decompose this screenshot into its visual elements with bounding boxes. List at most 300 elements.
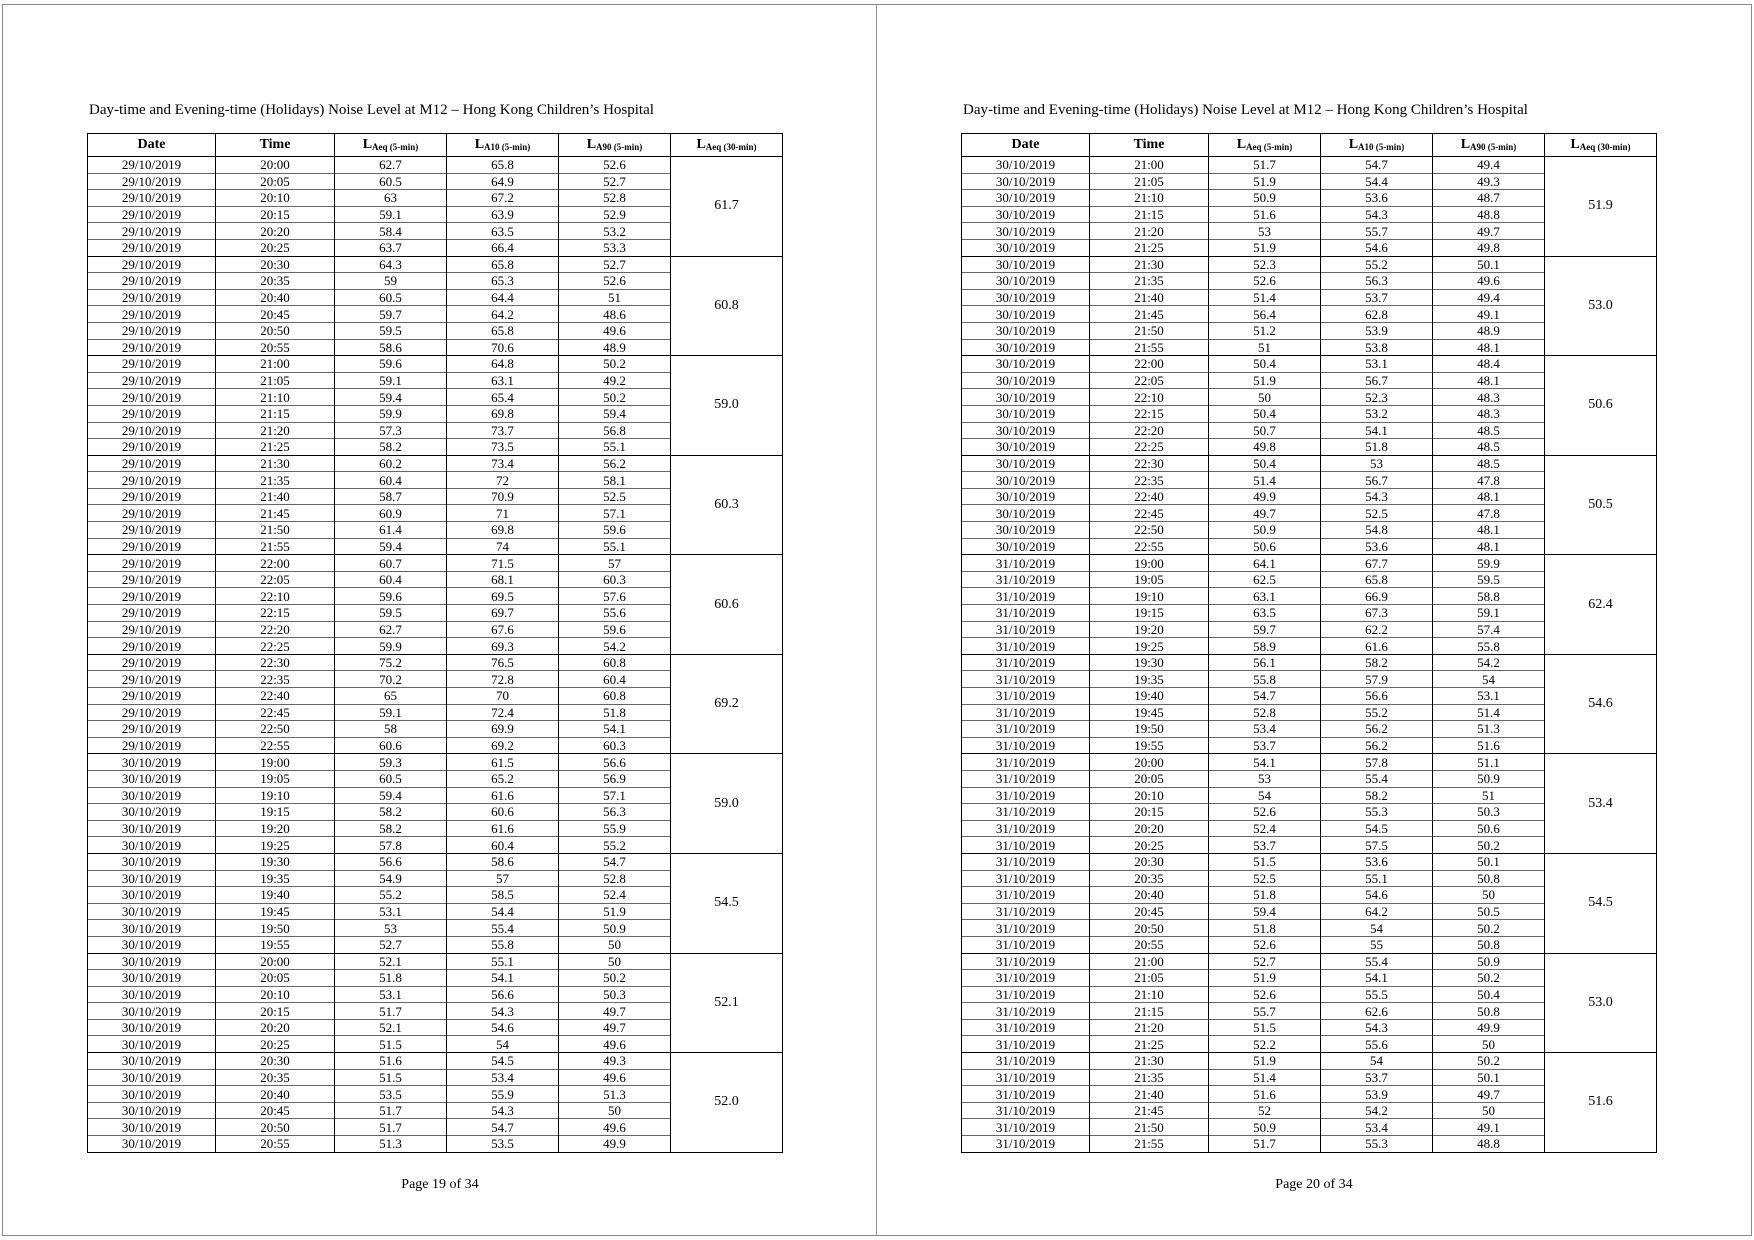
cell-la10-5min: 73.4 (447, 455, 559, 472)
cell-date: 31/10/2019 (962, 754, 1090, 771)
cell-time: 21:10 (216, 389, 335, 406)
cell-la90-5min: 58.8 (1433, 588, 1545, 605)
cell-la90-5min: 48.9 (559, 339, 671, 356)
cell-time: 20:55 (1090, 936, 1209, 953)
cell-date: 29/10/2019 (88, 555, 216, 572)
cell-time: 20:20 (216, 1019, 335, 1036)
cell-la90-5min: 48.7 (1433, 190, 1545, 207)
cell-time: 20:45 (216, 306, 335, 323)
cell-date: 31/10/2019 (962, 737, 1090, 754)
cell-la90-5min: 49.4 (1433, 289, 1545, 306)
cell-date: 29/10/2019 (88, 472, 216, 489)
cell-date: 29/10/2019 (88, 405, 216, 422)
table-row (88, 1053, 783, 1070)
cell-la90-5min: 51.6 (1433, 737, 1545, 754)
cell-la10-5min: 76.5 (447, 654, 559, 671)
cell-la10-5min: 53.7 (1321, 289, 1433, 306)
cell-laeq-5min: 58.9 (1209, 638, 1321, 655)
cell-date: 29/10/2019 (88, 306, 216, 323)
cell-la90-5min: 50.1 (1433, 1069, 1545, 1086)
cell-la10-5min: 56.2 (1321, 721, 1433, 738)
cell-la10-5min: 55.7 (1321, 223, 1433, 240)
cell-laeq-5min: 51.4 (1209, 472, 1321, 489)
cell-date: 29/10/2019 (88, 322, 216, 339)
cell-time: 21:05 (216, 372, 335, 389)
cell-date: 30/10/2019 (962, 173, 1090, 190)
page-number: Page 20 of 34 (1275, 1177, 1353, 1192)
cell-la90-5min: 54.2 (559, 638, 671, 655)
table-body (962, 157, 1657, 1153)
cell-date: 29/10/2019 (88, 339, 216, 356)
cell-la90-5min: 55.1 (559, 538, 671, 555)
cell-date: 31/10/2019 (962, 770, 1090, 787)
cell-date: 29/10/2019 (88, 422, 216, 439)
header-laeq-30min (1545, 134, 1657, 157)
cell-laeq-5min: 59.6 (335, 356, 447, 373)
cell-laeq-5min: 64.1 (1209, 555, 1321, 572)
cell-laeq-5min: 50.9 (1209, 190, 1321, 207)
cell-date: 30/10/2019 (962, 190, 1090, 207)
cell-la90-5min: 50.8 (1433, 870, 1545, 887)
cell-laeq-30min: 54.5 (1545, 853, 1657, 953)
cell-time: 21:45 (1090, 1102, 1209, 1119)
cell-la10-5min: 55.1 (1321, 870, 1433, 887)
cell-la90-5min: 56.6 (559, 754, 671, 771)
cell-date: 31/10/2019 (962, 1019, 1090, 1036)
cell-la90-5min: 49.7 (1433, 1086, 1545, 1103)
cell-la90-5min: 49.3 (559, 1053, 671, 1070)
cell-time: 22:25 (216, 638, 335, 655)
cell-laeq-5min: 63.1 (1209, 588, 1321, 605)
cell-la90-5min: 48.9 (1433, 322, 1545, 339)
cell-la90-5min: 56.8 (559, 422, 671, 439)
cell-la10-5min: 67.3 (1321, 605, 1433, 622)
cell-date: 30/10/2019 (88, 970, 216, 987)
table-row (88, 555, 783, 572)
cell-time: 20:35 (216, 1069, 335, 1086)
cell-la90-5min: 57.4 (1433, 621, 1545, 638)
cell-time: 22:15 (1090, 405, 1209, 422)
cell-date: 30/10/2019 (962, 488, 1090, 505)
cell-date: 30/10/2019 (962, 472, 1090, 489)
cell-time: 21:50 (216, 522, 335, 539)
cell-date: 30/10/2019 (962, 157, 1090, 174)
cell-la10-5min: 64.9 (447, 173, 559, 190)
cell-la90-5min: 50.8 (1433, 936, 1545, 953)
cell-time: 20:55 (216, 1136, 335, 1153)
cell-time: 19:45 (1090, 704, 1209, 721)
cell-la90-5min: 49.7 (1433, 223, 1545, 240)
cell-laeq-5min: 50.4 (1209, 405, 1321, 422)
cell-la10-5min: 69.8 (447, 405, 559, 422)
cell-laeq-5min: 59.5 (335, 322, 447, 339)
cell-date: 31/10/2019 (962, 820, 1090, 837)
cell-la10-5min: 55.4 (447, 920, 559, 937)
cell-date: 30/10/2019 (88, 1136, 216, 1153)
cell-time: 20:35 (216, 273, 335, 290)
cell-time: 21:15 (1090, 1003, 1209, 1020)
cell-la90-5min: 50 (559, 1102, 671, 1119)
cell-la10-5min: 67.2 (447, 190, 559, 207)
cell-laeq-5min: 60.2 (335, 455, 447, 472)
cell-laeq-5min: 63.5 (1209, 605, 1321, 622)
cell-la10-5min: 71 (447, 505, 559, 522)
cell-laeq-5min: 59.9 (335, 405, 447, 422)
cell-la10-5min: 67.6 (447, 621, 559, 638)
cell-date: 30/10/2019 (88, 787, 216, 804)
cell-laeq-5min: 53.4 (1209, 721, 1321, 738)
cell-date: 30/10/2019 (962, 455, 1090, 472)
cell-la10-5min: 54.3 (447, 1003, 559, 1020)
cell-la10-5min: 65.3 (447, 273, 559, 290)
cell-la10-5min: 60.6 (447, 804, 559, 821)
cell-laeq-5min: 51.5 (1209, 1019, 1321, 1036)
cell-time: 22:20 (1090, 422, 1209, 439)
cell-date: 29/10/2019 (88, 721, 216, 738)
cell-la10-5min: 63.1 (447, 372, 559, 389)
cell-la90-5min: 50.9 (1433, 770, 1545, 787)
table-row (88, 256, 783, 273)
cell-laeq-5min: 58.2 (335, 820, 447, 837)
cell-laeq-5min: 51.5 (335, 1036, 447, 1053)
cell-date: 29/10/2019 (88, 638, 216, 655)
cell-la90-5min: 59.5 (1433, 571, 1545, 588)
header-sub: Aeq (30-min) (705, 142, 757, 152)
table-row (962, 555, 1657, 572)
cell-la10-5min: 54.3 (1321, 206, 1433, 223)
cell-time: 21:25 (1090, 239, 1209, 256)
cell-date: 29/10/2019 (88, 289, 216, 306)
cell-la90-5min: 54.2 (1433, 654, 1545, 671)
cell-la90-5min: 50.2 (1433, 920, 1545, 937)
cell-la10-5min: 54.8 (1321, 522, 1433, 539)
table-row (962, 356, 1657, 373)
cell-laeq-30min: 60.6 (671, 555, 783, 655)
cell-la10-5min: 55.2 (1321, 704, 1433, 721)
header-time: Time (1090, 134, 1209, 157)
cell-la90-5min: 50 (559, 936, 671, 953)
cell-la10-5min: 53.8 (1321, 339, 1433, 356)
cell-la90-5min: 50.2 (1433, 970, 1545, 987)
cell-laeq-30min: 59.0 (671, 356, 783, 456)
cell-date: 30/10/2019 (962, 273, 1090, 290)
page-20 (876, 4, 1752, 1236)
cell-date: 30/10/2019 (88, 754, 216, 771)
cell-date: 30/10/2019 (88, 1003, 216, 1020)
cell-la10-5min: 54.7 (1321, 157, 1433, 174)
cell-time: 22:45 (216, 704, 335, 721)
cell-laeq-30min: 53.4 (1545, 754, 1657, 854)
cell-date: 29/10/2019 (88, 256, 216, 273)
cell-la10-5min: 72 (447, 472, 559, 489)
cell-la10-5min: 71.5 (447, 555, 559, 572)
cell-laeq-5min: 59.7 (1209, 621, 1321, 638)
header-main: L (1460, 137, 1471, 152)
cell-time: 19:50 (216, 920, 335, 937)
cell-la10-5min: 54.2 (1321, 1102, 1433, 1119)
cell-la10-5min: 53.6 (1321, 190, 1433, 207)
cell-la10-5min: 62.8 (1321, 306, 1433, 323)
cell-time: 19:55 (216, 936, 335, 953)
cell-laeq-30min: 54.6 (1545, 654, 1657, 754)
header-sub: Aeq (5-min) (372, 142, 419, 152)
cell-date: 29/10/2019 (88, 157, 216, 174)
cell-date: 30/10/2019 (88, 1119, 216, 1136)
cell-la90-5min: 53.2 (559, 223, 671, 240)
cell-la90-5min: 60.8 (559, 654, 671, 671)
cell-laeq-30min: 61.7 (671, 157, 783, 257)
cell-la10-5min: 54.6 (1321, 239, 1433, 256)
header-main: L (474, 137, 485, 152)
cell-la10-5min: 57.8 (1321, 754, 1433, 771)
cell-la90-5min: 50 (1433, 1102, 1545, 1119)
cell-time: 21:00 (1090, 157, 1209, 174)
cell-laeq-5min: 52.1 (335, 1019, 447, 1036)
cell-la10-5min: 54.6 (1321, 887, 1433, 904)
cell-time: 21:30 (216, 455, 335, 472)
cell-date: 31/10/2019 (962, 787, 1090, 804)
table-row (962, 455, 1657, 472)
cell-date: 30/10/2019 (88, 820, 216, 837)
cell-laeq-5min: 62.7 (335, 621, 447, 638)
cell-time: 20:50 (1090, 920, 1209, 937)
cell-date: 29/10/2019 (88, 239, 216, 256)
cell-time: 21:10 (1090, 190, 1209, 207)
cell-laeq-30min: 52.1 (671, 953, 783, 1053)
cell-date: 31/10/2019 (962, 654, 1090, 671)
table-row (88, 654, 783, 671)
cell-time: 20:00 (216, 953, 335, 970)
cell-laeq-5min: 61.4 (335, 522, 447, 539)
cell-time: 20:25 (1090, 837, 1209, 854)
cell-laeq-5min: 59.6 (335, 588, 447, 605)
cell-laeq-5min: 59.7 (335, 306, 447, 323)
cell-time: 22:10 (1090, 389, 1209, 406)
cell-la10-5min: 56.2 (1321, 737, 1433, 754)
cell-la90-5min: 48.1 (1433, 488, 1545, 505)
cell-laeq-5min: 59.1 (335, 704, 447, 721)
cell-la10-5min: 58.6 (447, 853, 559, 870)
cell-date: 30/10/2019 (962, 306, 1090, 323)
cell-date: 30/10/2019 (88, 1086, 216, 1103)
cell-laeq-5min: 60.9 (335, 505, 447, 522)
cell-laeq-5min: 52.8 (1209, 704, 1321, 721)
cell-laeq-5min: 51.7 (335, 1119, 447, 1136)
cell-la10-5min: 69.9 (447, 721, 559, 738)
cell-laeq-5min: 70.2 (335, 671, 447, 688)
cell-date: 31/10/2019 (962, 1069, 1090, 1086)
cell-la90-5min: 50.2 (559, 356, 671, 373)
cell-date: 29/10/2019 (88, 455, 216, 472)
cell-time: 21:35 (1090, 273, 1209, 290)
cell-time: 21:45 (216, 505, 335, 522)
cell-la90-5min: 55.8 (1433, 638, 1545, 655)
cell-date: 30/10/2019 (88, 953, 216, 970)
cell-la10-5min: 63.9 (447, 206, 559, 223)
cell-date: 31/10/2019 (962, 1119, 1090, 1136)
cell-time: 20:10 (216, 986, 335, 1003)
cell-la10-5min: 73.5 (447, 439, 559, 456)
cell-la10-5min: 54.4 (1321, 173, 1433, 190)
cell-la10-5min: 53.4 (1321, 1119, 1433, 1136)
cell-time: 21:05 (1090, 970, 1209, 987)
cell-laeq-5min: 51.4 (1209, 1069, 1321, 1086)
cell-time: 20:10 (1090, 787, 1209, 804)
cell-date: 29/10/2019 (88, 439, 216, 456)
cell-date: 30/10/2019 (88, 936, 216, 953)
cell-la90-5min: 49.6 (1433, 273, 1545, 290)
cell-laeq-5min: 59.5 (335, 605, 447, 622)
cell-laeq-5min: 63.7 (335, 239, 447, 256)
cell-la90-5min: 52.7 (559, 256, 671, 273)
cell-date: 30/10/2019 (88, 986, 216, 1003)
cell-la10-5min: 65.8 (447, 322, 559, 339)
cell-la10-5min: 58.5 (447, 887, 559, 904)
cell-la90-5min: 50 (559, 953, 671, 970)
cell-la90-5min: 60.3 (559, 571, 671, 588)
cell-la10-5min: 69.3 (447, 638, 559, 655)
cell-laeq-5min: 51.9 (1209, 970, 1321, 987)
cell-la10-5min: 54 (1321, 920, 1433, 937)
cell-la10-5min: 53 (1321, 455, 1433, 472)
cell-laeq-5min: 55.8 (1209, 671, 1321, 688)
cell-laeq-5min: 52.4 (1209, 820, 1321, 837)
cell-date: 31/10/2019 (962, 605, 1090, 622)
cell-time: 21:35 (1090, 1069, 1209, 1086)
cell-laeq-30min: 50.5 (1545, 455, 1657, 555)
cell-time: 20:20 (1090, 820, 1209, 837)
cell-laeq-5min: 60.4 (335, 571, 447, 588)
cell-date: 30/10/2019 (88, 770, 216, 787)
cell-la10-5min: 65.8 (447, 256, 559, 273)
cell-date: 29/10/2019 (88, 571, 216, 588)
noise-level-table (87, 133, 783, 1153)
cell-time: 21:00 (1090, 953, 1209, 970)
cell-date: 29/10/2019 (88, 190, 216, 207)
cell-la90-5min: 49.7 (559, 1003, 671, 1020)
header-main: L (1348, 137, 1359, 152)
cell-laeq-5min: 53 (1209, 770, 1321, 787)
table-row (88, 953, 783, 970)
cell-time: 19:30 (1090, 654, 1209, 671)
cell-la90-5min: 50.8 (1433, 1003, 1545, 1020)
cell-time: 21:50 (1090, 1119, 1209, 1136)
cell-time: 19:10 (216, 787, 335, 804)
cell-la90-5min: 59.6 (559, 522, 671, 539)
cell-la10-5min: 61.6 (447, 820, 559, 837)
cell-la90-5min: 48.5 (1433, 455, 1545, 472)
cell-laeq-5min: 50.6 (1209, 538, 1321, 555)
cell-laeq-5min: 54 (1209, 787, 1321, 804)
cell-date: 31/10/2019 (962, 1036, 1090, 1053)
cell-la10-5min: 58.2 (1321, 654, 1433, 671)
table-row (962, 953, 1657, 970)
cell-laeq-5min: 60.7 (335, 555, 447, 572)
cell-time: 20:40 (1090, 887, 1209, 904)
cell-laeq-5min: 51.7 (1209, 1136, 1321, 1153)
cell-date: 30/10/2019 (962, 339, 1090, 356)
cell-laeq-5min: 54.9 (335, 870, 447, 887)
cell-date: 30/10/2019 (88, 1069, 216, 1086)
cell-la10-5min: 65.8 (447, 157, 559, 174)
cell-laeq-5min: 54.7 (1209, 688, 1321, 705)
cell-laeq-5min: 54.1 (1209, 754, 1321, 771)
cell-time: 21:20 (1090, 1019, 1209, 1036)
cell-date: 30/10/2019 (88, 804, 216, 821)
cell-la10-5min: 51.8 (1321, 439, 1433, 456)
cell-la10-5min: 52.3 (1321, 389, 1433, 406)
cell-date: 29/10/2019 (88, 356, 216, 373)
cell-la10-5min: 53.6 (1321, 538, 1433, 555)
cell-time: 20:50 (216, 1119, 335, 1136)
cell-la10-5min: 62.6 (1321, 1003, 1433, 1020)
cell-date: 29/10/2019 (88, 621, 216, 638)
cell-time: 22:30 (1090, 455, 1209, 472)
cell-la10-5min: 69.8 (447, 522, 559, 539)
cell-la10-5min: 54.1 (447, 970, 559, 987)
cell-date: 30/10/2019 (962, 239, 1090, 256)
cell-la90-5min: 54.1 (559, 721, 671, 738)
cell-laeq-5min: 50.7 (1209, 422, 1321, 439)
cell-laeq-5min: 58.4 (335, 223, 447, 240)
cell-date: 31/10/2019 (962, 1053, 1090, 1070)
cell-la10-5min: 69.7 (447, 605, 559, 622)
cell-date: 31/10/2019 (962, 1086, 1090, 1103)
cell-laeq-5min: 50.4 (1209, 455, 1321, 472)
cell-la90-5min: 55.6 (559, 605, 671, 622)
cell-la90-5min: 52.9 (559, 206, 671, 223)
cell-laeq-5min: 52.7 (1209, 953, 1321, 970)
cell-date: 31/10/2019 (962, 936, 1090, 953)
cell-laeq-5min: 52.6 (1209, 936, 1321, 953)
cell-laeq-5min: 56.6 (335, 853, 447, 870)
cell-time: 22:05 (216, 571, 335, 588)
cell-la90-5min: 48.8 (1433, 1136, 1545, 1153)
cell-time: 20:15 (216, 1003, 335, 1020)
cell-la10-5min: 55.4 (1321, 770, 1433, 787)
cell-laeq-5min: 51.8 (335, 970, 447, 987)
cell-date: 30/10/2019 (962, 372, 1090, 389)
cell-date: 29/10/2019 (88, 605, 216, 622)
cell-la90-5min: 49.6 (559, 1069, 671, 1086)
cell-time: 19:55 (1090, 737, 1209, 754)
cell-la90-5min: 49.1 (1433, 306, 1545, 323)
cell-time: 22:55 (1090, 538, 1209, 555)
cell-time: 20:55 (216, 339, 335, 356)
cell-laeq-30min: 60.8 (671, 256, 783, 356)
cell-la90-5min: 52.5 (559, 488, 671, 505)
cell-la10-5min: 54.1 (1321, 422, 1433, 439)
header-main: L (1570, 137, 1580, 152)
cell-la10-5min: 54.3 (1321, 1019, 1433, 1036)
page-title: Day-time and Evening-time (Holidays) Noise Level at M12 – Hong Kong Children’s Hospital (89, 102, 654, 118)
cell-date: 30/10/2019 (88, 837, 216, 854)
cell-la90-5min: 52.8 (559, 190, 671, 207)
cell-time: 22:35 (216, 671, 335, 688)
cell-la90-5min: 52.8 (559, 870, 671, 887)
cell-laeq-5min: 49.8 (1209, 439, 1321, 456)
cell-la10-5min: 61.6 (447, 787, 559, 804)
cell-la90-5min: 48.8 (1433, 206, 1545, 223)
cell-time: 22:05 (1090, 372, 1209, 389)
cell-la10-5min: 53.4 (447, 1069, 559, 1086)
cell-time: 22:20 (216, 621, 335, 638)
cell-time: 21:35 (216, 472, 335, 489)
cell-laeq-5min: 58.2 (335, 439, 447, 456)
table-body (88, 157, 783, 1153)
cell-la10-5min: 69.5 (447, 588, 559, 605)
cell-laeq-5min: 52.6 (1209, 273, 1321, 290)
